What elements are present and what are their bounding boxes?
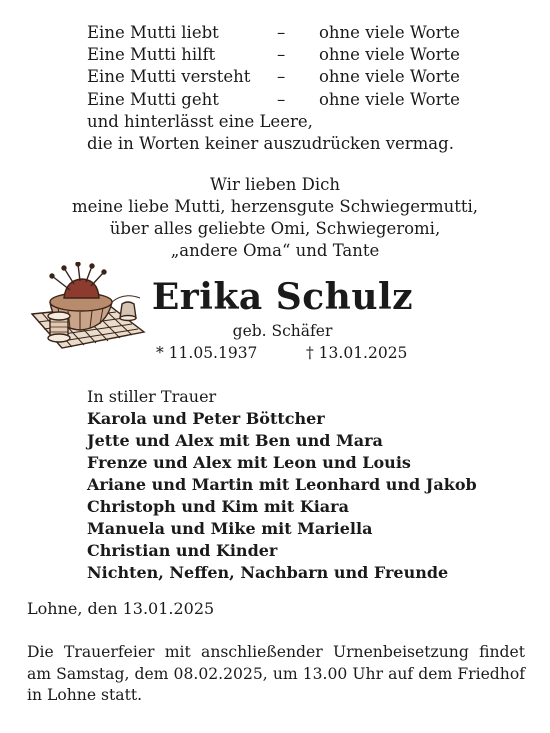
poem-line <box>87 66 460 88</box>
mourning-label: In stiller Trauer <box>87 387 217 406</box>
birth-date: * 11.05.1937 <box>156 344 258 362</box>
poem-line-6: die in Worten keiner auszudrücken vermag. <box>87 134 454 154</box>
maiden-name: geb. Schäfer <box>232 322 333 340</box>
poem-left: Eine Mutti geht <box>87 89 219 109</box>
poem-right: ohne viele Worte <box>319 89 460 109</box>
mourner-family: Christian und Kinder <box>87 541 278 560</box>
love-line-2: meine liebe Mutti, herzensgute Schwiegermutti, <box>71 197 479 216</box>
mourner-family: Manuela und Mike mit Mariella <box>87 519 373 538</box>
place-date: Lohne, den 13.01.2025 <box>27 599 215 618</box>
poem-left: Eine Mutti versteht <box>87 67 251 87</box>
deceased-name: Erika Schulz <box>151 276 414 318</box>
poem-right: ohne viele Worte <box>319 67 460 87</box>
poem-left: Eine Mutti liebt <box>87 23 219 42</box>
mourner-family: Nichten, Neffen, Nachbarn und Freunde <box>87 563 449 582</box>
death-date: † 13.01.2025 <box>306 344 408 362</box>
poem-right: ohne viele Worte <box>319 45 460 65</box>
mourner-family: Karola und Peter Böttcher <box>87 409 325 428</box>
poem-left: Eine Mutti hilft <box>87 45 216 65</box>
mourner-family: Frenze und Alex mit Leon und Louis <box>87 453 411 472</box>
poem-line <box>87 22 460 44</box>
funeral-details: Die Trauerfeier mit anschließender Urnenbeisetzung findet am Samstag, dem 08.02.2025, um 13.00 Uhr auf dem Friedhof in Lohne statt. <box>27 643 525 704</box>
poem-dash: – <box>277 89 286 109</box>
poem-line <box>87 44 460 66</box>
poem-line-5: und hinterlässt eine Leere, <box>87 111 313 131</box>
love-line-1: Wir lieben Dich <box>210 175 340 194</box>
poem-dash: – <box>277 67 286 87</box>
poem-line <box>87 89 460 111</box>
poem-right: ohne viele Worte <box>319 23 460 42</box>
love-message <box>0 174 550 262</box>
mourner-family: Jette und Alex mit Ben und Mara <box>87 431 383 450</box>
mourner-family: Christoph und Kim mit Kiara <box>87 497 349 516</box>
poem-dash: – <box>277 45 286 65</box>
poem <box>87 22 460 155</box>
love-line-4: „andere Oma“ und Tante <box>170 241 380 260</box>
life-dates <box>156 344 446 362</box>
poem-dash: – <box>277 23 286 42</box>
mourner-family: Ariane und Martin mit Leonhard und Jakob <box>87 475 477 494</box>
love-line-3: über alles geliebte Omi, Schwiegeromi, <box>109 219 441 238</box>
mourners <box>87 386 477 584</box>
